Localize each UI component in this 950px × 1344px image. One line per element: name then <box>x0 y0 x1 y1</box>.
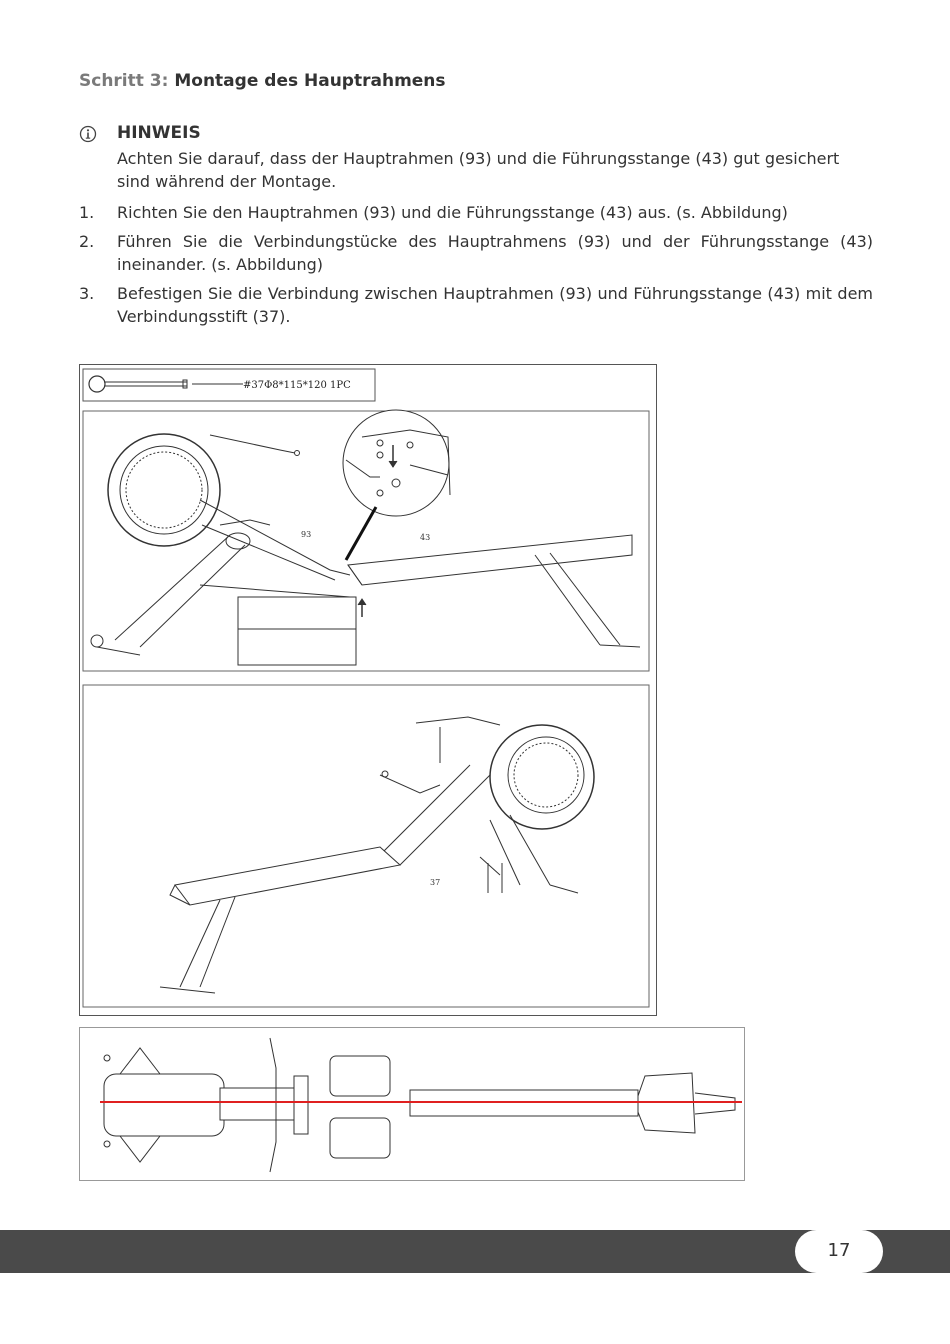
list-item-number: 2. <box>79 232 95 251</box>
list-item-text: Richten Sie den Hauptrahmen (93) und die Führungsstange (43) aus. (s. Abbildung) <box>117 203 788 222</box>
list-item <box>79 282 873 328</box>
list-item-text: Führen Sie die Verbindungstücke des Hauptrahmens (93) und der Führungsstange (43) ineinander. (s. Abbildung) <box>117 232 873 274</box>
label-37: 37 <box>430 878 441 887</box>
list-item-number: 3. <box>79 284 95 303</box>
rower-side-view <box>91 410 640 665</box>
list-item <box>79 201 873 224</box>
assembly-drawing <box>80 365 658 1017</box>
step-heading <box>79 71 446 91</box>
part-label: #37Φ8*115*120 1PC <box>243 380 351 391</box>
label-43: 43 <box>420 533 431 542</box>
list-item <box>79 230 873 276</box>
info-icon <box>79 125 97 143</box>
list-item-number: 1. <box>79 203 95 222</box>
top-view-drawing <box>80 1028 746 1182</box>
note-text: Achten Sie darauf, dass der Hauptrahmen (93) und die Führungsstange (43) gut gesichert sind während der Montage. <box>117 149 840 191</box>
rower-perspective-view <box>160 717 594 993</box>
step-number: Schritt 3: <box>79 71 169 91</box>
list-item-text: Befestigen Sie die Verbindung zwischen Hauptrahmen (93) und Führungsstange (43) mit dem Verbindungsstift (37). <box>117 284 873 326</box>
label-93: 93 <box>301 530 312 539</box>
assembly-figure <box>79 364 657 1016</box>
page-number: 17 <box>827 1240 851 1261</box>
step-title: Montage des Hauptrahmens <box>174 71 446 91</box>
pin-icon <box>89 376 243 392</box>
top-view-figure <box>79 1027 745 1181</box>
note-title: HINWEIS <box>117 123 201 143</box>
